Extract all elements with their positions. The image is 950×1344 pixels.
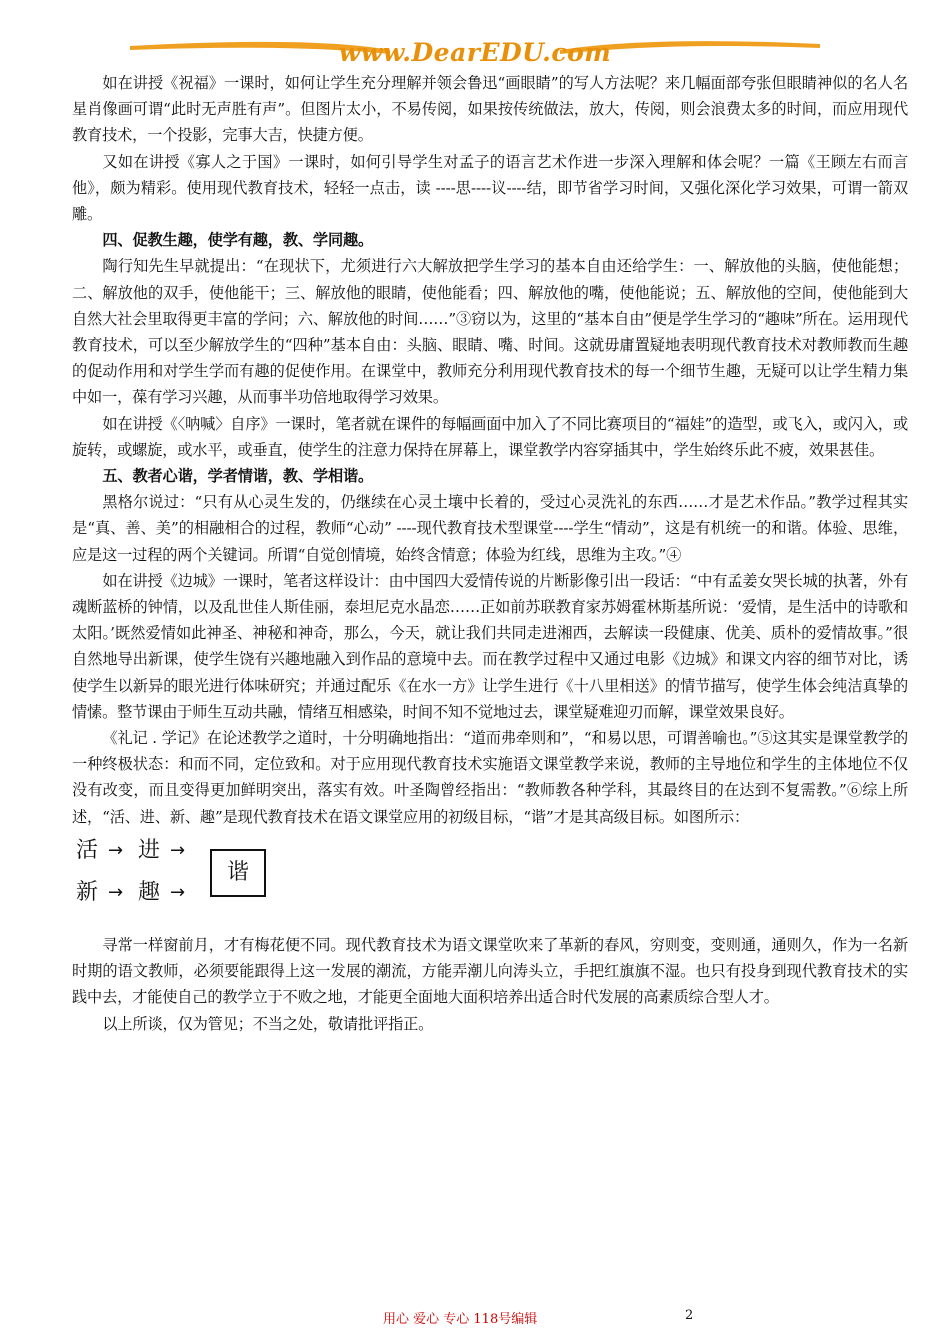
arrow-right-icon: → xyxy=(108,839,124,861)
page-number: 2 xyxy=(685,1308,694,1323)
paragraph: 《礼记 . 学记》在论述教学之道时，十分明确地指出：“道而弗牵则和”，“和易以思，可谓善喻也。”⑤这其实是课堂教学的一种终极状态：和而不同，定位致和。对于应用现代教育技术实施语文课堂教学来说，教师的主导地位和学生的主体地位不仅没有改变，而且变得更加鲜明突出，落实有效。叶圣陶曾经指出：“教师教各种学科，其最终目的在达到不复需教。”⑥综上所述，“活、进、新、趣”是现代教育技术在语文课堂应用的初级目标，“谐”才是其高级目标。如图所示： xyxy=(72,729,908,826)
site-logo[interactable]: www.DearEDU.com xyxy=(338,38,612,67)
paragraph: 如在讲授《〈呐喊〉自序》一课时，笔者就在课件的每幅画面中加入了不同比赛项目的“福娃”的造型，或飞入，或闪入，或旋转，或螺旋，或水平，或垂直，使学生的注意力保持在屏幕上，课堂教学内容穿插其中，学生始终乐此不疲，效果甚佳。 xyxy=(72,414,908,459)
paragraph: 以上所谈，仅为管见；不当之处，敬请批评指正。 xyxy=(102,1014,434,1033)
diagram-node-qu: 趣 xyxy=(138,879,161,905)
section-heading: 四、促教生趣，使学有趣，教、学同趣。 xyxy=(102,231,374,250)
paragraph: 如在讲授《祝福》一课时，如何让学生充分理解并领会鲁迅“画眼睛”的写人方法呢？来几幅面部夸张但眼睛神似的名人名星肖像画可谓“此时无声胜有声”。但图片太小，不易传阅，如果按传统做法，放大，传阅，则会浪费太多的时间，而应用现代教育技术，一个投影，完事大吉，快捷方便。 xyxy=(72,74,908,145)
paragraph: 如在讲授《边城》一课时，笔者这样设计：由中国四大爱情传说的片断影像引出一段话：“中有孟姜女哭长城的执著，外有魂断蓝桥的钟情，以及乱世佳人斯佳丽，泰坦尼克水晶恋……正如前苏联教育家苏姆霍林斯基所说：‘爱情，是生活中的诗歌和太阳。’既然爱情如此神圣、神秘和神奇，那么，今天，就让我们共同走进湘西，去解读一段健康、优美、质朴的爱情故事。”很自然地导出新课，使学生饶有兴趣地融入到作品的意境中去。而在教学过程中又通过电影《边城》和课文内容的细节对比，诱使学生以新异的眼光进行体味研究；并通过配乐《在水一方》让学生进行《十八里相送》的情节描写，使学生体会纯洁真挚的情愫。整节课由于师生互动共融，情绪互相感染，时间不知不觉地过去，课堂疑难迎刃而解，课堂效果良好。 xyxy=(72,571,908,721)
paragraph: 陶行知先生早就提出：“在现状下，尤须进行六大解放把学生学习的基本自由还给学生：一、解放他的头脑，使他能想；二、解放他的双手，使他能干；三、解放他的眼睛，使他能看；四、解放他的嘴，使他能说；五、解放他的空间，使他能到大自然大社会里取得更丰富的学问；六、解放他的时间……”③窃以为，这里的“基本自由”便是学生学习的“趣味”所在。运用现代教育技术，可以至少解放学生的“四种”基本自由：头脑、眼睛、嘴、时间。这就毋庸置疑地表明现代教育技术对教师教而生趣的促动作用和对学生学而有趣的促使作用。在课堂中，教师充分利用现代教育技术的每一个细节生趣，无疑可以让学生精力集中如一，葆有学习兴趣，从而事半功倍地取得学习效果。 xyxy=(72,257,908,407)
diagram-node-xie: 谐 xyxy=(210,849,266,897)
article-body xyxy=(72,70,908,1037)
paragraph: 又如在讲授《寡人之于国》一课时，如何引导学生对孟子的语言艺术作进一步深入理解和体会呢？一篇《王顾左右而言他》，颇为精彩。使用现代教育技术，轻轻一点击，读 ----思----议----结，即节省学习时间，又强化深化学习效果，可谓一箭双雕。 xyxy=(72,152,908,224)
arrow-right-icon: → xyxy=(170,839,186,861)
diagram-node-xin: 新 xyxy=(76,879,99,905)
paragraph: 黑格尔说过：“只有从心灵生发的，仍继续在心灵土壤中长着的，受过心灵洗礼的东西……才是艺术作品。”教学过程其实是“真、善、美”的相融相合的过程，教师“心动” ----现代教育技术型课堂----学生“情动”，这是有机统一的和谐。体验、思维，应是这一过程的两个关键词。所谓“自觉创情境，始终含情意；体验为红线，思维为主攻。”④ xyxy=(72,493,908,564)
page-footer xyxy=(0,1308,950,1328)
diagram-node-huo: 活 xyxy=(76,837,99,863)
footer-credit: 用心 爱心 专心 118号编辑 xyxy=(383,1312,538,1327)
goal-diagram xyxy=(72,836,908,928)
section-heading: 五、教者心谐，学者情谐，教、学相谐。 xyxy=(102,467,374,486)
arrow-right-icon: → xyxy=(170,881,186,903)
diagram-node-jin: 进 xyxy=(138,837,161,863)
arrow-right-icon: → xyxy=(108,881,124,903)
paragraph: 寻常一样窗前月，才有梅花便不同。现代教育技术为语文课堂吹来了革新的春风，穷则变，变则通，通则久，作为一名新时期的语文教师，必须要能跟得上这一发展的潮流，方能弄潮儿向涛头立，手把红旗旗不湿。也只有投身到现代教育技术的实践中去，才能使自己的教学立于不败之地，才能更全面地大面积培养出适合时代发展的高素质综合型人才。 xyxy=(72,935,908,1007)
